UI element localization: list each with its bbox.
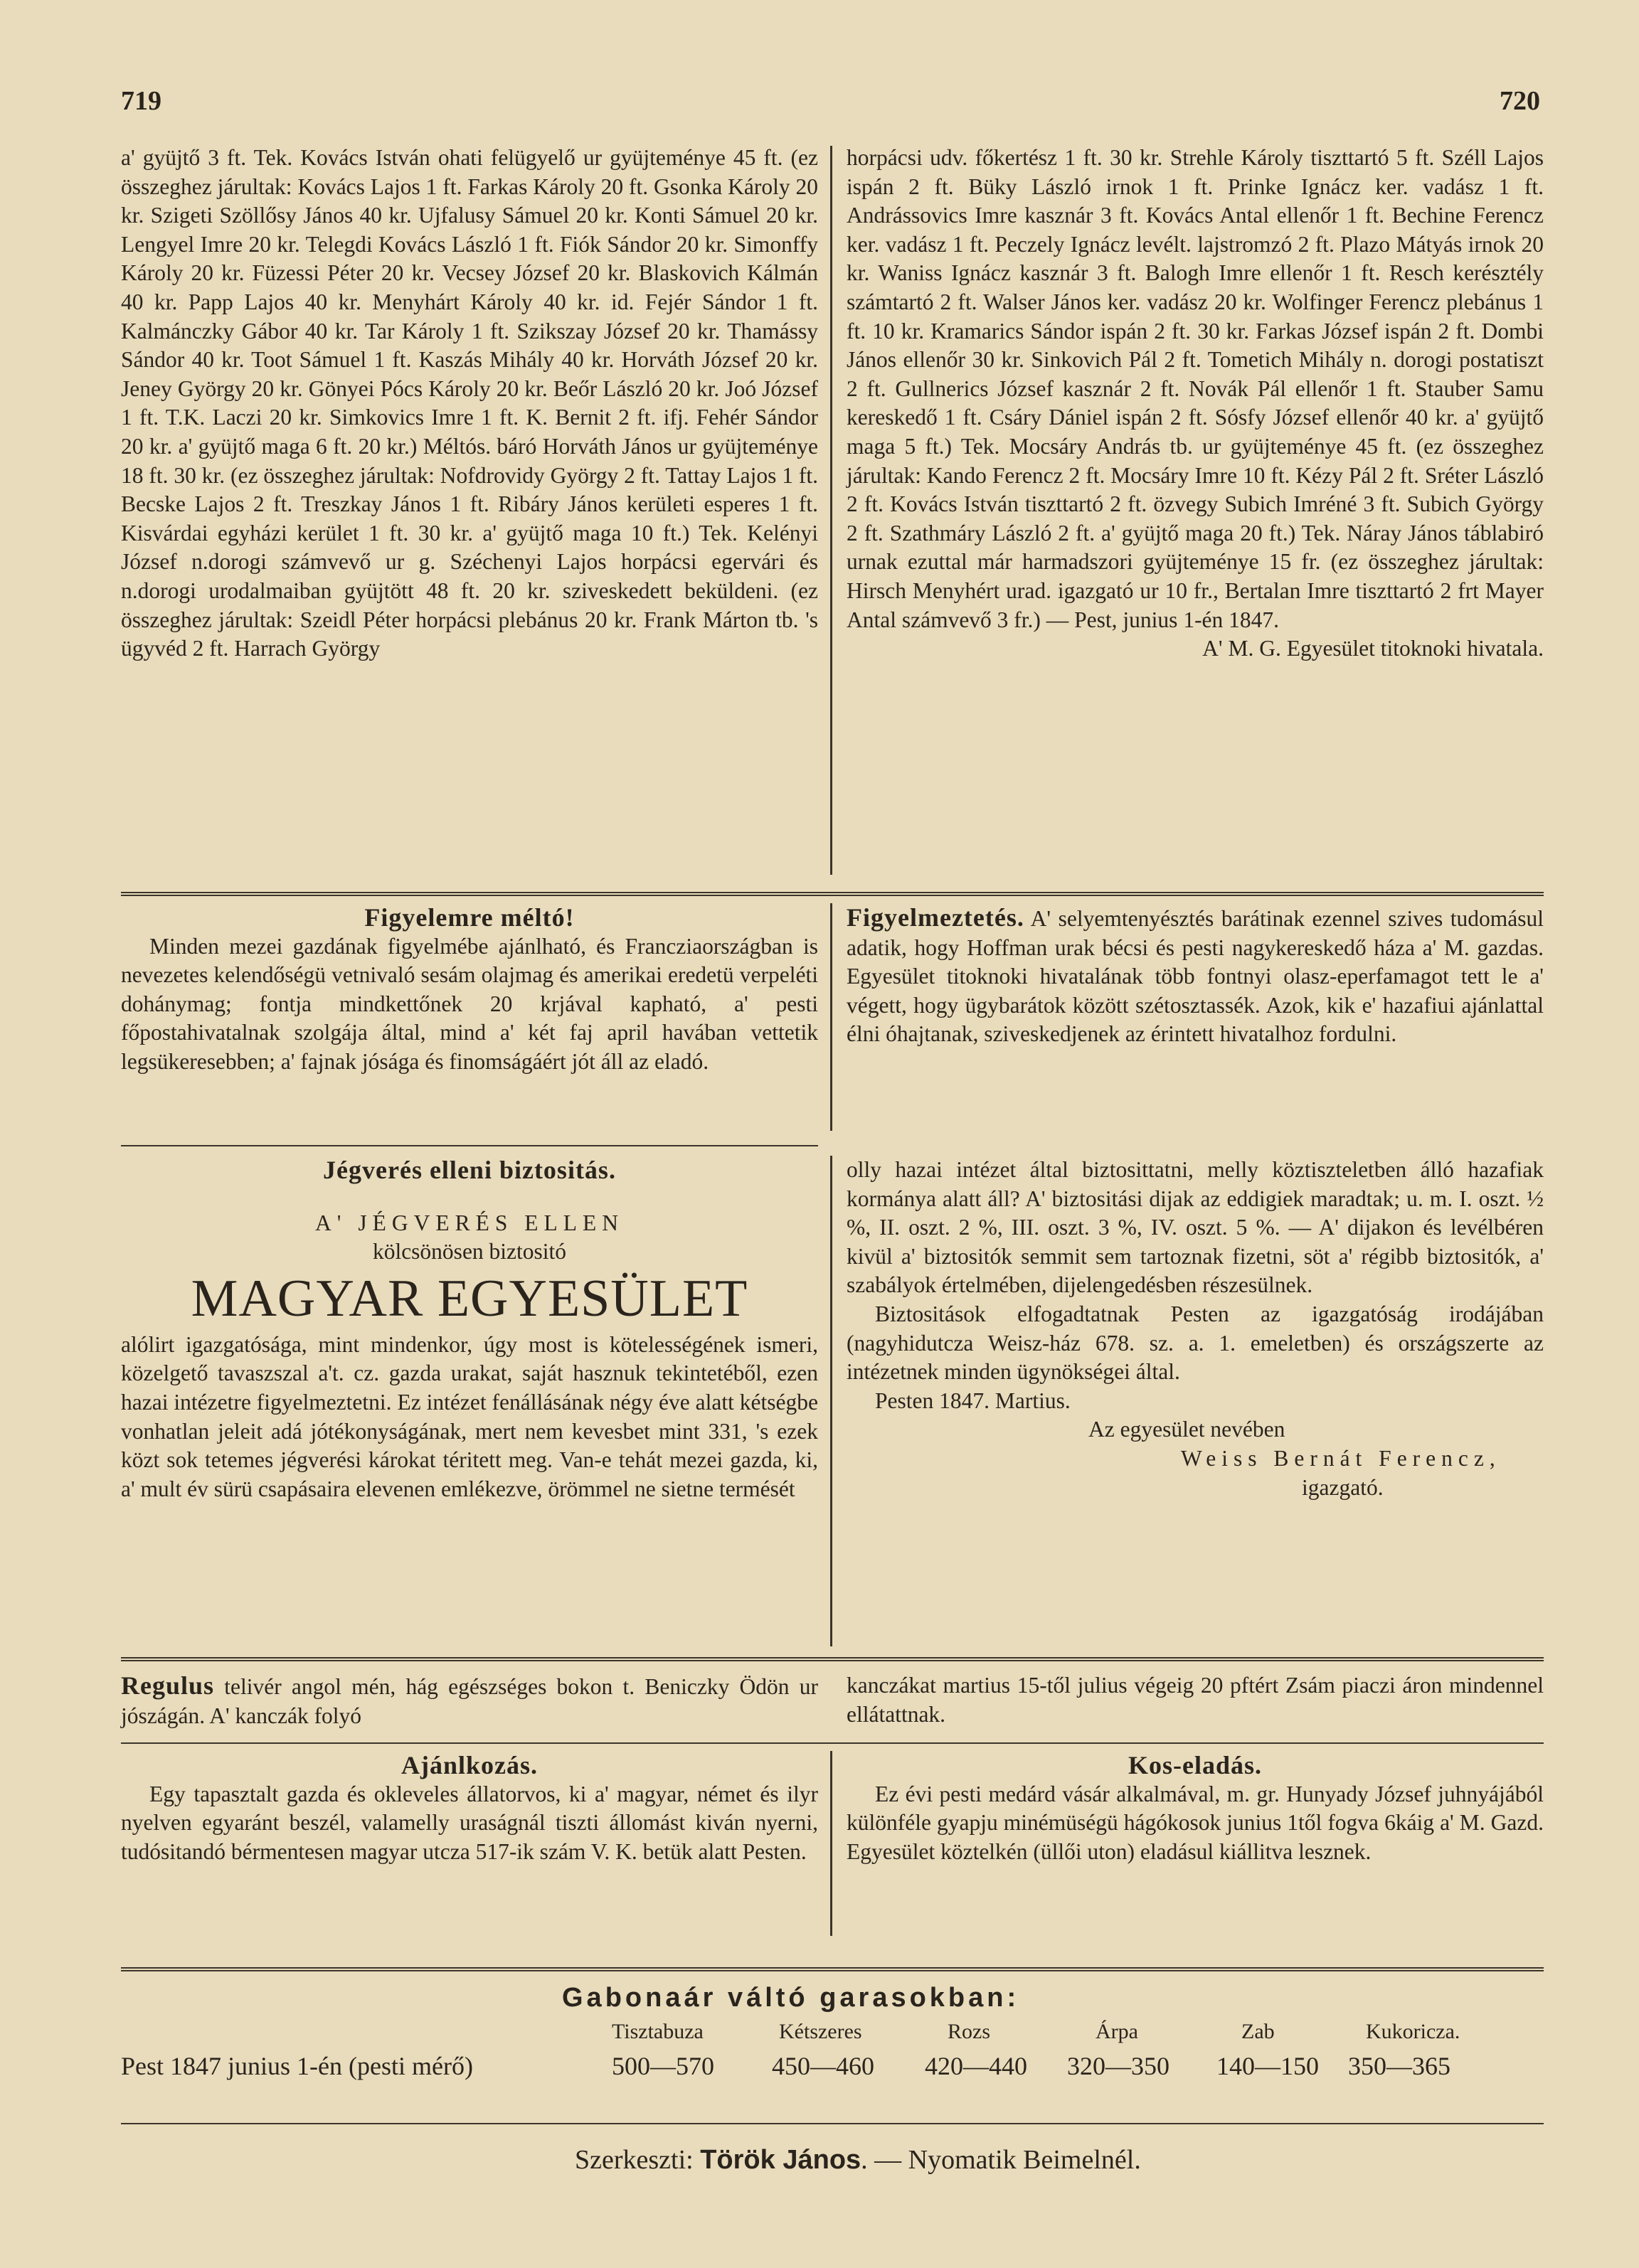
price-arpa: 320—350 (1067, 2052, 1169, 2080)
section-rule (121, 1657, 1544, 1661)
ad-jegveres-headline: MAGYAR EGYESÜLET (191, 1269, 748, 1328)
ad-jegveres-sign2: Weiss Bernát Ferencz, (1181, 1445, 1501, 1471)
ad-jegveres-line1: A' JÉGVERÉS ELLEN (315, 1210, 624, 1235)
ad-jegveres-line2: kölcsönösen biztositó (372, 1239, 567, 1265)
imprint (575, 2144, 1141, 2176)
section-rule (121, 2123, 1544, 2124)
column-divider (830, 903, 832, 1131)
column-divider (830, 1751, 832, 1936)
ad-regulus-text-right: kanczákat martius 15-től julius végeig 20 pftért Zsám piaczi áron mindennel ellátattnak. (847, 1673, 1544, 1727)
column-divider (830, 146, 832, 875)
price-tisztabuza: 500—570 (612, 2052, 714, 2080)
ad-jegveres-sign3: igazgató. (1302, 1474, 1384, 1500)
price-header-ketszeres: Kétszeres (779, 2020, 862, 2043)
ad-jegveres (121, 1156, 818, 1503)
column-divider (830, 1156, 832, 1646)
ad-jegveres-title: Jégverés elleni biztositás. (323, 1156, 616, 1184)
donation-text-left: a' gyüjtő 3 ft. Tek. Kovács István ohati felügyelő ur gyüjteménye 45 ft. (ez összeghez járultak: Kovács Lajos 1 ft. Farkas Károly 20 ft. Gsonka Károly 20 kr. Szigeti Szöllősy János 40 kr. Ujfalusy Sámuel 20 kr. Konti Sámuel 20 kr. Lengyel Imre 20 kr. Telegdi Kovács László 1 ft. Fiók Sándor 20 kr. Simonffy Károly 20 kr. Füzessi Péter 20 kr. Vecsey József 20 kr. Blaskovich Kálmán 40 kr. Papp Lajos 40 kr. Menyhárt Károly 40 kr. id. Fejér Sándor 1 ft. Kalmánczky Gábor 40 kr. Tar Károly 1 ft. Szikszay József 20 kr. Thamássy Sándor 40 kr. Toot Sámuel 1 ft. Kaszás Mihály 40 kr. Horváth József 20 kr. Jeney György 20 kr. Gönyei Pócs Károly 20 kr. Beőr László 20 kr. Joó József 1 ft. T.K. Laczi 20 kr. Simkovics Imre 1 ft. K. Bernit 2 ft. ifj. Fehér Sándor 20 kr. a' gyüjtő maga 6 ft. 20 kr.) Méltós. báró Horváth János ur gyüjteménye 18 ft. 30 kr. (ez összeghez járultak: Nofdrovidy György 2 ft. Tattay Lajos 1 ft. Becske Lajos 2 ft. Treszkay János 1 ft. Ribáry János kerületi esperes 1 ft. Kisvárdai egyházi kerület 1 ft. 30 kr. a' gyüjtő maga 10 ft.) Tek. Kelényi József n.dorogi számvevő ur g. Széchenyi Lajos horpácsi egervári és n.dorogi urodalmaiban gyüjtött 48 ft. 20 kr. sziveskedett beküldeni. (ez összeghez járultak: Szeidl Péter horpácsi plebánus 20 kr. Frank Márton tb. 's ügyvéd 2 ft. Harrach György (121, 145, 818, 661)
ad-jegveres-body-right2: Biztositások elfogadtatnak Pesten az igazgatóság irodájában (nagyhidutcza Weisz-ház 678. sz. a. 1. emeletben) és országszerte az intézetnek minden ügynökségei által. (847, 1301, 1544, 1385)
ad-koseladas-text: Ez évi pesti medárd vásár alkalmával, m. gr. Hunyady József juhnyájából különféle gyapju minémüségü hágókosok junius 1től fogva 6káig a' M. Gazd. Egyesület köztelkén (üllői uton) eladásul kiállitva lesznek. (847, 1781, 1544, 1864)
ad-figyelemre-text: Minden mezei gazdának figyelmébe ajánlható, és Francziaországban is nevezetes kelendőségü vetnivaló sesám olajmag és amerikai eredetü verpeléti dohánymag; fontja mindkettőnek 20 krjával kapható, a' pesti főpostahivatalnak szolgája által, mind a' két faj april havában vettetik legsükeresebben; a' fajnak jósága és finomságáért jót áll az eladó. (121, 933, 818, 1074)
ad-regulus-text-left: telivér angol mén, hág egészséges bokon t. Beniczky Ödön ur jószágán. A' kanczák folyó (121, 1674, 818, 1728)
ad-jegveres-body-right: olly hazai intézet által biztosittatni, melly köztiszteletben álló hazafiak kormánya alatt áll? A' biztositási dijak az eddigiek maradtak; u. m. I. oszt. ½ %, II. oszt. 2 %, III. oszt. 3 %, IV. oszt. 5 %. — A' dijakon és levélbéren kivül a' biztositók semmit sem tartoznak fizetni, söt a' régibb biztositók, a' szabályok értelmében, dijelengedésben részesülnek. (847, 1157, 1544, 1298)
ad-figyelmeztetes (847, 903, 1544, 1049)
price-zab: 140—150 (1216, 2052, 1319, 2080)
ad-ajanlkozas (121, 1751, 818, 1866)
ad-figyelemre (121, 903, 818, 1077)
ad-ajanlkozas-text: Egy tapasztalt gazda és okleveles állatorvos, ki a' magyar, német és ilyr nyelven egyaránt beszél, valamelly uraságnál tiszti állomást kiván nyerni, tudósitandó bérmentesen magyar utcza 517-ik szám V. K. betük alatt Pesten. (121, 1781, 818, 1864)
price-row-label: Pest 1847 junius 1-én (pesti mérő) (121, 2052, 473, 2080)
ad-regulus-title: Regulus (121, 1671, 215, 1700)
price-rozs: 420—440 (925, 2052, 1027, 2080)
secretariat-signature: A' M. G. Egyesület titoknoki hivatala. (1202, 636, 1544, 661)
ad-figyelmeztetes-text: A' selyemtenyésztés barátinak ezennel szives tudomásul adatik, hogy Hoffman urak bécsi és pesti nagykereskedő háza a' M. gazdas. Egyesület titoknoki hivatalának több fontnyi olasz-eperfamagot tett le a' végett, hogy ügybarátok között szétosztassék. Azok, kik e' hazafiui ajánlattal élni óhajtanak, sziveskedjenek az érintett hivatalhoz fordulni. (847, 906, 1544, 1047)
section-rule (121, 1145, 818, 1146)
page-number-left: 719 (121, 86, 161, 116)
ad-jegveres-date: Pesten 1847. Martius. (875, 1388, 1071, 1413)
ad-jegveres-right (847, 1156, 1544, 1502)
ad-regulus-left (121, 1671, 818, 1730)
ad-jegveres-body-left: alólirt igazgatósága, mint mindenkor, úgy most is kötelességének ismeri, közelgető tavaszszal a't. cz. gazda urakat, saját hasznuk tekintetéből, ezen hazai intézetre figyelmeztetni. Ez intézet fenállásának négy éve alatt kétségbe vonhatlan jeleit adá jótékonyságának, mert nem kevesbet mint 331, 's ezek közt sok tetemes jégverési károkat téritett meg. Van-e tehát mezei gazda, ki, a' mult év sürü csapásaira elevenen emlékezve, örömmel ne sietne termését (121, 1331, 818, 1501)
ad-jegveres-sign1: Az egyesület nevében (1088, 1417, 1285, 1442)
section-rule (121, 892, 1544, 896)
price-header-arpa: Árpa (1096, 2020, 1138, 2043)
section-rule (121, 1742, 1544, 1744)
donation-list-left (121, 144, 818, 664)
page-number-right: 720 (1500, 86, 1540, 116)
donation-list-right (847, 144, 1544, 664)
donation-text-right: horpácsi udv. főkertész 1 ft. 30 kr. Strehle Károly tiszttartó 5 ft. Széll Lajos ispán 2 ft. Büky László irnok 1 ft. Prinke Ignácz ker. vadász 1 ft. Andrássovics Imre kasznár 3 ft. Kovács Antal ellenőr 1 ft. Bechine Ferencz ker. vadász 1 ft. Peczely Ignácz levélt. lajstromzó 2 ft. Plazo Mátyás irnok 20 kr. Waniss Ignácz kasznár 3 ft. Balogh Imre ellenőr 1 ft. Resch kerésztély számtartó 2 ft. Walser János ker. vadász 20 kr. Wolfinger Ferencz plebánus 1 ft. 10 kr. Kramarics Sándor ispán 2 ft. 30 kr. Farkas József ispán 2 ft. Dombi János ellenőr 30 kr. Sinkovich Pál 2 ft. Tometich Mihály n. dorogi postatiszt 2 ft. Gullnerics József kasznár 2 ft. Novák Pál ellenőr 1 ft. Stauber Samu kereskedő 1 ft. Csáry Dániel ispán 2 ft. Sósfy József ellenőr 40 kr. a' gyüjtő maga 5 ft.) Tek. Mocsáry András tb. ur gyüjteménye 45 ft. (ez összeghez járultak: Kando Ferencz 2 ft. Mocsáry Imre 10 ft. Kézy Pál 2 ft. Sréter László 2 ft. Kovács István tiszttartó 2 ft. özvegy Subich Imréné 3 ft. Subich György 2 ft. Szathmáry László 2 ft. a' gyüjtő maga 20 ft.) Tek. Náray János táblabiró urnak ezuttal már harmadszori gyüjteménye 15 fr. (ez összeghez járultak: Hirsch Menyhért urad. igazgató ur 10 fr., Bertalan Imre tiszttartó 2 frt Mayer Antal számvevő 3 fr.) — Pest, junius 1-én 1847. (847, 145, 1544, 632)
price-header-rozs: Rozs (948, 2020, 990, 2043)
grain-prices-title: Gabonaár váltó garasokban: (562, 1983, 1020, 2013)
price-ketszeres: 450—460 (772, 2052, 874, 2080)
imprint-post: . — Nyomatik Beimelnél. (861, 2145, 1141, 2175)
price-header-tisztabuza: Tisztabuza (612, 2020, 704, 2043)
price-header-kukoricza: Kukoricza. (1366, 2020, 1460, 2043)
price-header-zab: Zab (1241, 2020, 1275, 2043)
ad-figyelemre-title: Figyelemre méltó! (364, 903, 575, 932)
price-kukoricza: 350—365 (1348, 2052, 1450, 2080)
ad-regulus-right (847, 1671, 1544, 1729)
imprint-editor: Török János (700, 2145, 861, 2175)
ad-ajanlkozas-title: Ajánlkozás. (401, 1751, 539, 1779)
imprint-pre: Szerkeszti: (575, 2145, 694, 2175)
section-rule (121, 1967, 1544, 1971)
ad-figyelmeztetes-title: Figyelmeztetés. (847, 903, 1024, 932)
ad-koseladas-title: Kos-eladás. (1128, 1751, 1262, 1779)
ad-koseladas (847, 1751, 1544, 1866)
